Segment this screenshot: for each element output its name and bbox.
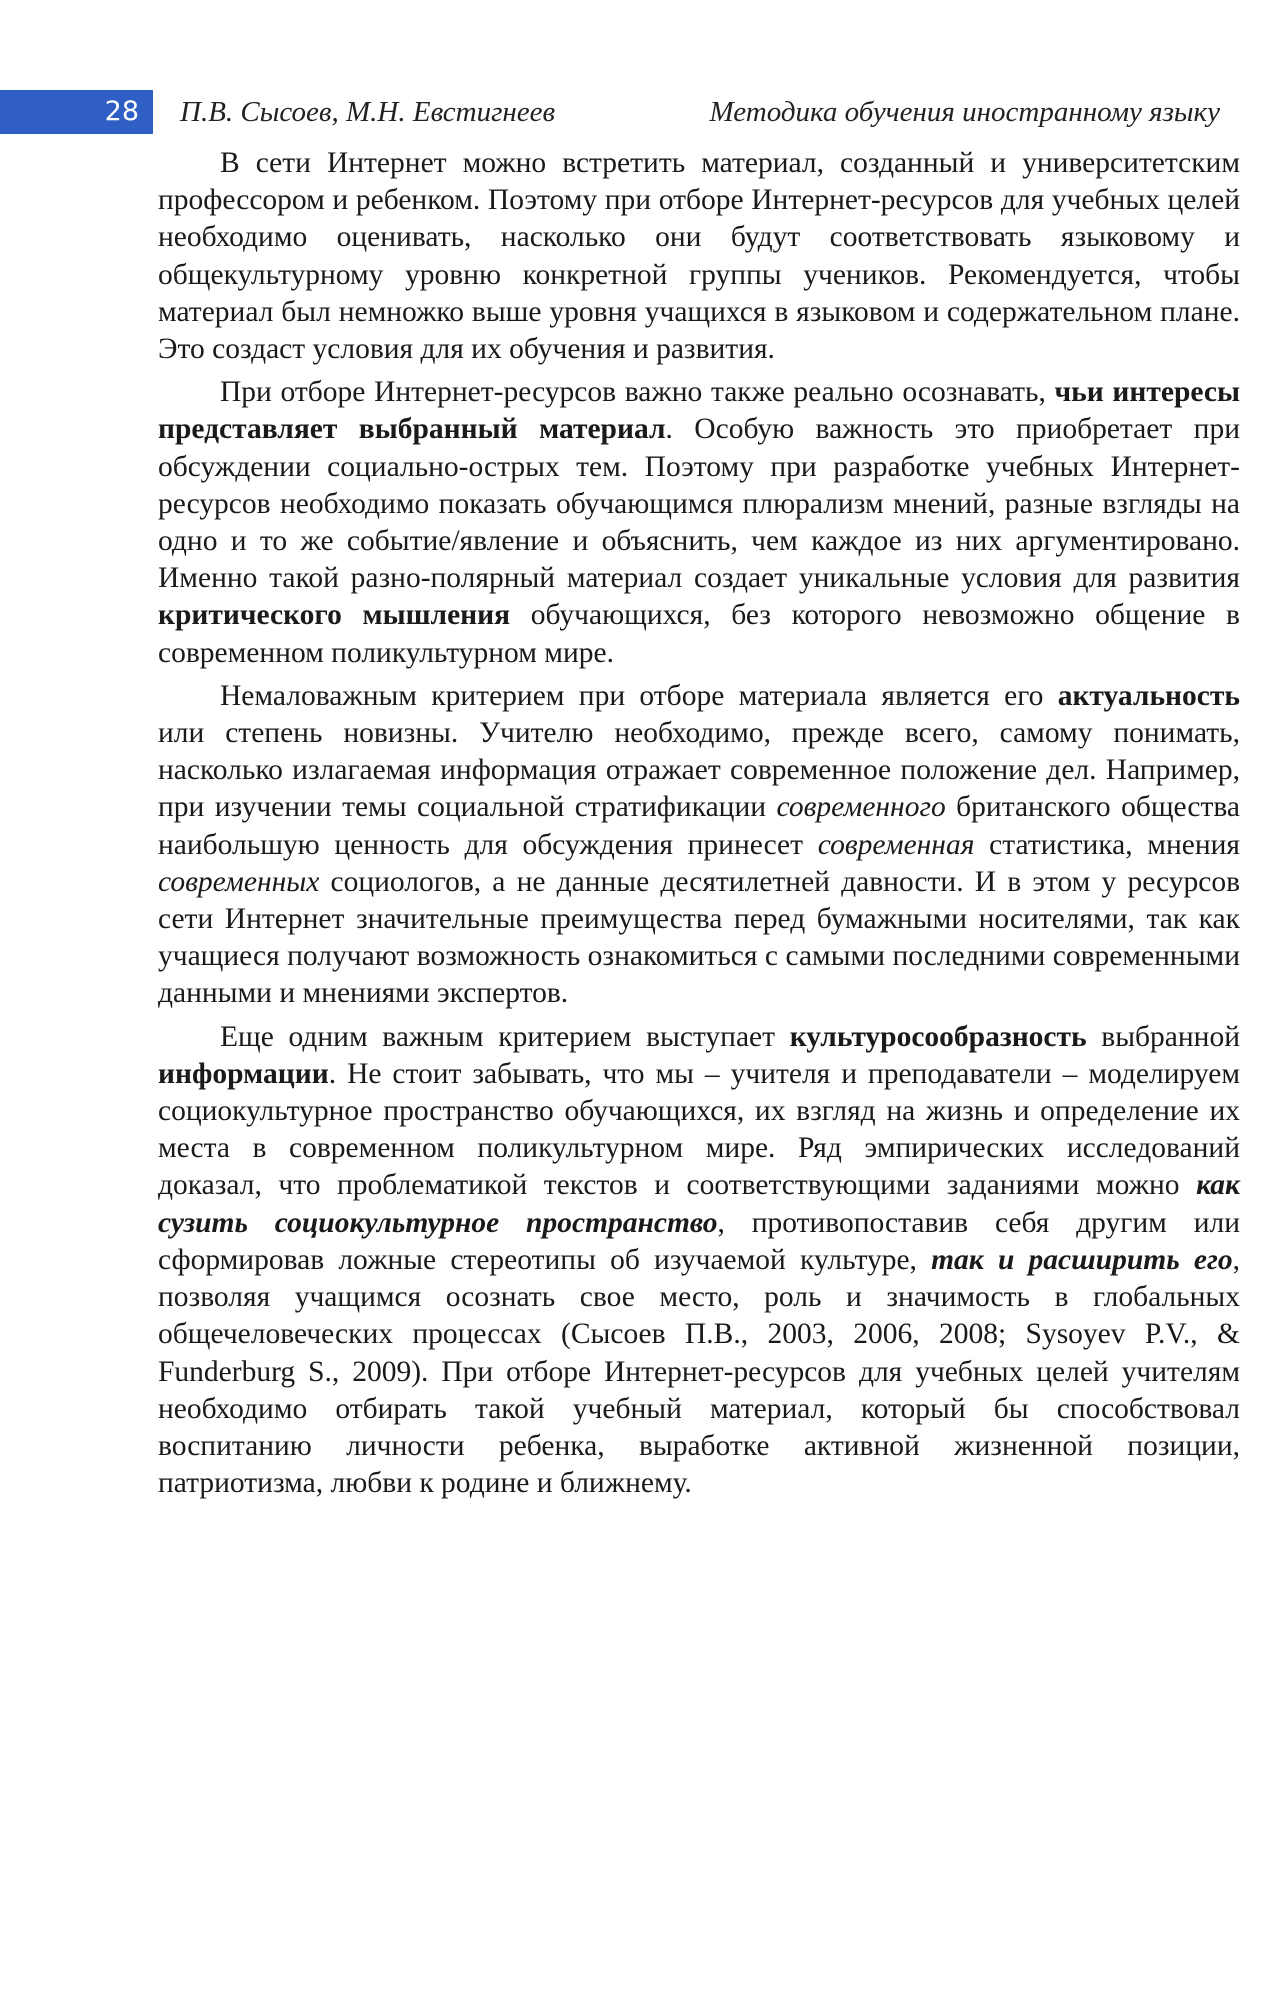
paragraph-text: . Не стоит забывать, что мы – учителя и преподаватели – моделируем социокультурное пространство обучающихся, их взгляд на жизнь и определение их места в современном поликультурном мире. Ряд эмпирических исследований доказал, что проблематикой текстов и соответствующими заданиями можно [158, 1057, 1240, 1202]
paragraph-text: британского общества наибольшую ценность для обсуждения принесет [158, 791, 1240, 861]
bold-term: чьи интересы представляет выбранный материал [158, 376, 1240, 446]
running-book-title: Методика обучения иностранному языку [709, 96, 1220, 128]
paragraph-text: , противопоставив себя другим или сформировав ложные стереотипы об изучаемой культуре, [158, 1206, 1240, 1276]
paragraph-text: , позволяя учащимся осознать свое место, роль и значимость в глобальных общечеловеческих процессах (Сысоев П.В., 2003, 2006, 2008; Sysoyev P.V., & Funderburg S., 2009). При отборе Интернет-ресурсов для учебных целей учителям необходимо отбирать такой учебный материал, который бы способствовал воспитанию личности ребенка, выработке активной жизненной позиции, патриотизма, любви к родине и ближнему. [158, 1243, 1240, 1500]
body-text [158, 145, 1240, 1508]
paragraph-3 [158, 678, 1240, 1013]
page-number: 28 [104, 96, 139, 127]
paragraph-text: В сети Интернет можно встретить материал, созданный и университетским профессором и ребенком. Поэтому при отборе Интернет-ресурсов для учебных целей необходимо оценивать, насколько они будут соответствовать языковому и общекультурному уровню конкретной группы учеников. Рекомендуется, чтобы материал был немножко выше уровня учащихся в языковом и содержательном плане. Это создаст условия для их обучения и развития. [158, 147, 1240, 366]
paragraph-text: При отборе Интернет-ресурсов важно также реально осознавать, [220, 376, 1055, 409]
paragraph-text: Еще одним важным критерием выступает [220, 1020, 790, 1053]
paragraph-text: обучающихся, без которого невозможно общение в современном поликультурном мире. [158, 599, 1240, 669]
running-authors: П.В. Сысоев, М.Н. Евстигнеев [180, 96, 556, 128]
paragraph-2 [158, 374, 1240, 672]
bold-term: информации [158, 1057, 329, 1090]
paragraph-text: выбранной [1086, 1020, 1240, 1053]
bold-term: актуальность [1057, 679, 1240, 712]
paragraph-text: или степень новизны. Учителю необходимо, прежде всего, самому понимать, насколько излагаемая информация отражает современное положение дел. Например, при изучении темы социальной стратификации [158, 717, 1240, 824]
italic-term: современного [776, 791, 946, 824]
italic-term: современных [158, 865, 320, 898]
page-number-badge [0, 90, 153, 134]
paragraph-4 [158, 1019, 1240, 1503]
paragraph-text: социологов, а не данные десятилетней давности. И в этом у ресурсов сети Интернет значительные преимущества перед бумажными носителями, так как учащиеся получают возможность ознакомиться с самыми последними современными данными и мнениями экспертов. [158, 865, 1240, 1010]
paragraph-text: . Особую важность это приобретает при обсуждении социально-острых тем. Поэтому при разработке учебных Интернет-ресурсов необходимо показать обучающимся плюрализм мнений, разные взгляды на одно и то же событие/явление и объяснить, чем каждое из них аргументировано. Именно такой разно-полярный материал создает уникальные условия для развития [158, 413, 1240, 595]
bold-term: культуросообразность [789, 1020, 1087, 1053]
bold-italic-term: так и расширить его [931, 1243, 1233, 1276]
italic-term: современная [817, 828, 975, 861]
bold-italic-term: как сузить социокультурное пространство [158, 1169, 1240, 1239]
paragraph-text: статистика, мнения [974, 828, 1240, 861]
running-header [0, 90, 1280, 134]
paragraph-1 [158, 145, 1240, 368]
bold-term: критического мышления [158, 599, 511, 632]
paragraph-text: Немаловажным критерием при отборе материала является его [220, 679, 1058, 712]
